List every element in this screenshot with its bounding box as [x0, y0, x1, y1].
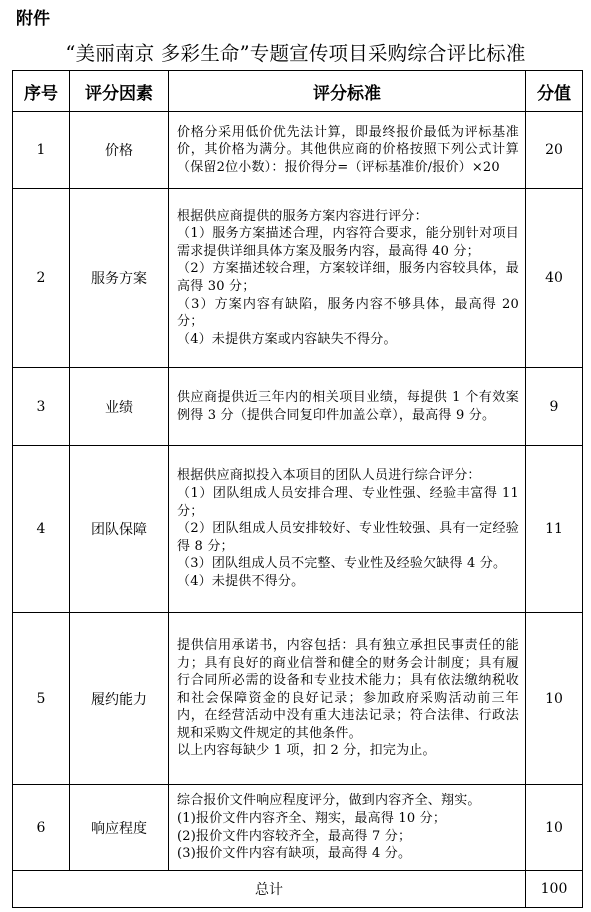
- row-seq: 1: [13, 112, 70, 189]
- total-row: [13, 871, 583, 908]
- row-factor: 响应程度: [70, 785, 169, 871]
- table-row: [13, 112, 583, 189]
- row-seq: 3: [13, 368, 70, 446]
- table-header-row: [13, 71, 583, 112]
- table-row: [13, 446, 583, 613]
- criteria-line: (1)报价文件内容齐全、翔实，最高得 10 分；: [177, 810, 447, 826]
- total-label: 总计: [13, 871, 526, 908]
- row-criteria: [169, 446, 526, 613]
- table-row: [13, 368, 583, 446]
- row-factor: 团队保障: [70, 446, 169, 613]
- row-factor: 服务方案: [70, 189, 169, 368]
- criteria-line: （4）未提供不得分。: [177, 573, 305, 589]
- attachment-label: 附件: [16, 9, 50, 29]
- row-score: 9: [526, 368, 583, 446]
- criteria-line: 综合报价文件响应程度评分，做到内容齐全、翔实。: [177, 793, 481, 809]
- criteria-line: （4）未提供方案或内容缺失不得分。: [177, 331, 397, 347]
- header-criteria: 评分标准: [169, 71, 526, 112]
- scoring-table: [12, 70, 583, 908]
- criteria-line: (3)报价文件内容有缺项，最高得 4 分。: [177, 846, 412, 862]
- criteria-line: 根据供应商提供的服务方案内容进行评分：: [177, 208, 428, 224]
- criteria-line: （3）团队组成人员不完整、专业性及经验欠缺得 4 分。: [177, 556, 507, 572]
- criteria-line: （3）方案内容有缺陷，服务内容不够具体，最高得 20 分；: [177, 296, 519, 330]
- row-seq: 6: [13, 785, 70, 871]
- row-criteria: [169, 785, 526, 871]
- criteria-line: （1）团队组成人员安排合理、专业性强、经验丰富得 11 分；: [177, 486, 519, 519]
- criteria-line: （2）团队组成人员安排较好、专业性较强、具有一定经验得 8 分；: [177, 521, 519, 554]
- row-score: 40: [526, 189, 583, 368]
- total-score: 100: [526, 871, 583, 908]
- header-factor: 评分因素: [70, 71, 169, 112]
- criteria-line: （2）方案描述较合理，方案较详细，服务内容较具体，最高得 30 分；: [177, 261, 519, 294]
- criteria-line: （1）服务方案描述合理，内容符合要求，能分别针对项目需求提供详细具体方案及服务内容，最高得 40 分；: [177, 226, 519, 259]
- table-row: [13, 189, 583, 368]
- row-factor: 价格: [70, 112, 169, 189]
- criteria-line: 价格分采用低价优先法计算，即最终报价最低为评标基准价，其价格为满分。其他供应商的价格按照下列公式计算（保留2位小数）：报价得分=（评标基准价/报价）×20: [177, 124, 519, 175]
- row-factor: 业绩: [70, 368, 169, 446]
- row-criteria: [169, 112, 526, 189]
- criteria-line: (2)报价文件内容较齐全，最高得 7 分；: [177, 828, 412, 844]
- header-seq: 序号: [13, 71, 70, 112]
- row-seq: 5: [13, 613, 70, 785]
- table-row: [13, 785, 583, 871]
- row-factor: 履约能力: [70, 613, 169, 785]
- row-score: 10: [526, 613, 583, 785]
- row-score: 10: [526, 785, 583, 871]
- criteria-line: 根据供应商拟投入本项目的团队人员进行综合评分：: [177, 468, 481, 484]
- row-score: 11: [526, 446, 583, 613]
- row-criteria: [169, 189, 526, 368]
- row-score: 20: [526, 112, 583, 189]
- header-score: 分值: [526, 71, 583, 112]
- criteria-line: 供应商提供近三年内的相关项目业绩，每提供 1 个有效案例得 3 分（提供合同复印件加盖公章），最高得 9 分。: [177, 389, 519, 423]
- row-seq: 2: [13, 189, 70, 368]
- table-row: [13, 613, 583, 785]
- criteria-line: 提供信用承诺书，内容包括：具有独立承担民事责任的能力；具有良好的商业信誉和健全的财务会计制度；具有履行合同所必需的设备和专业技术能力；具有依法缴纳税收和社会保障资金的良好记录；参加政府采购活动前三年内，在经营活动中没有重大违法记录；符合法律、行政法规和采购文件规定的其他条件。: [177, 637, 519, 741]
- row-criteria: [169, 368, 526, 446]
- criteria-line: 以上内容每缺少 1 项，扣 2 分，扣完为止。: [177, 743, 436, 759]
- row-seq: 4: [13, 446, 70, 613]
- row-criteria: [169, 613, 526, 785]
- document-title: “美丽南京 多彩生命”专题宣传项目采购综合评比标准: [65, 42, 526, 65]
